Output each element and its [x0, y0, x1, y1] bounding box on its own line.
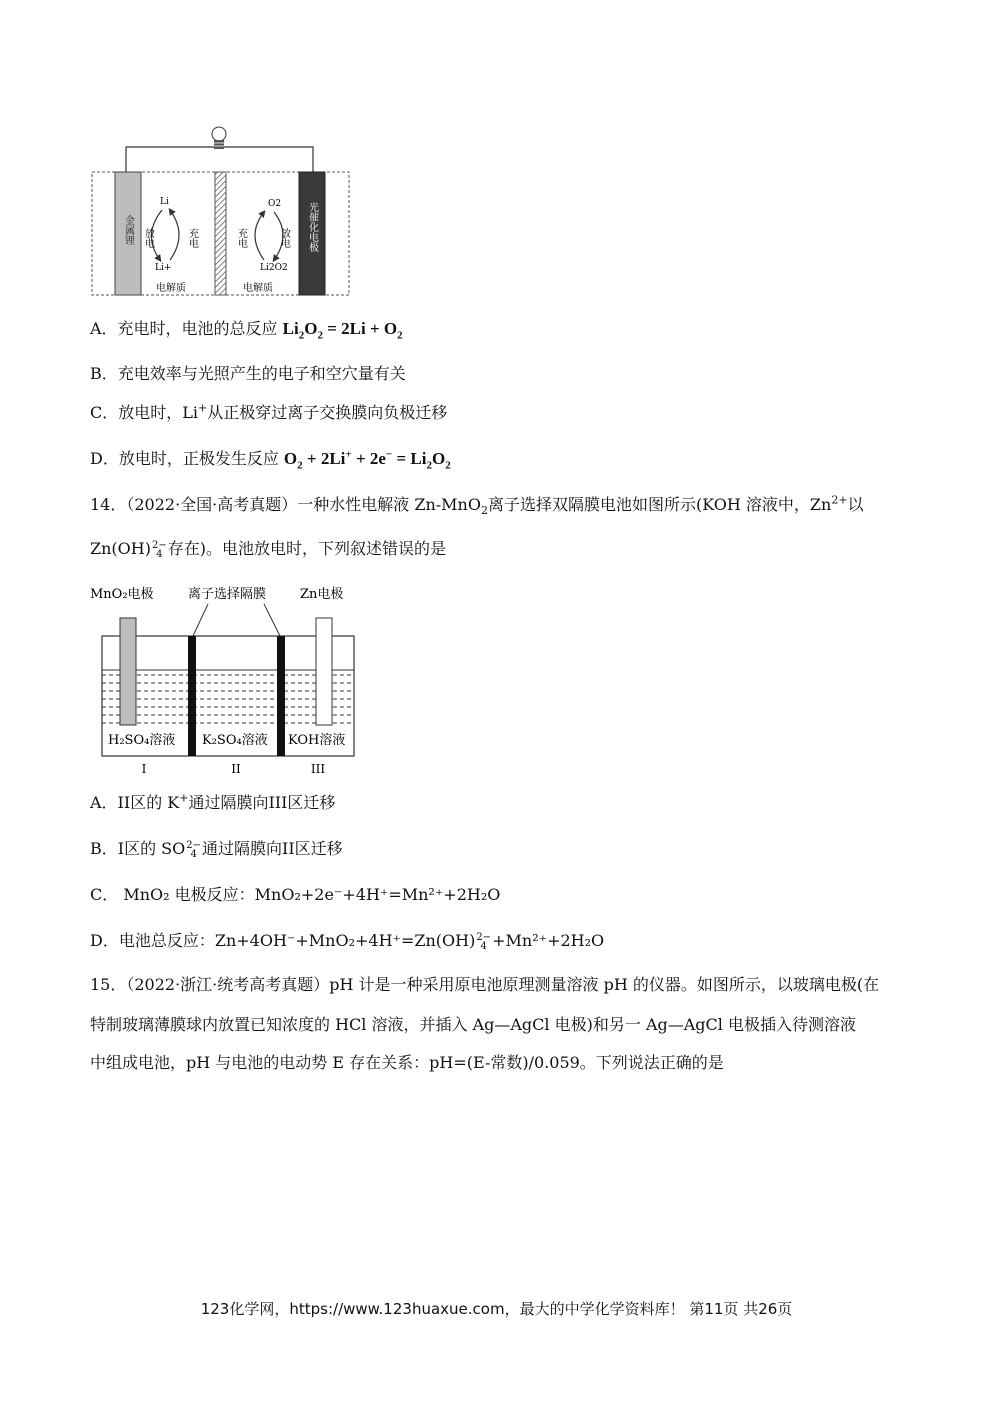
zn-electrode-label: Zn电极 — [300, 587, 344, 602]
koh-solution-label: KOH溶液 — [288, 733, 346, 748]
li-ion-label: Li+ — [155, 263, 172, 273]
q14-option-a: A．II区的 K+通过隔膜向III区迁移 — [90, 791, 336, 812]
li2o2-label: Li2O2 — [260, 263, 288, 273]
k2so4-solution-label: K₂SO₄溶液 — [202, 733, 268, 748]
li-label: Li — [160, 197, 169, 207]
mno2-electrode-label: MnO₂电极 — [90, 587, 154, 602]
right-electrode-label: 光催化电极 — [306, 202, 318, 252]
right-charge-label: 充电 — [235, 228, 247, 248]
q14-option-b: B．I区的 SO 2− 4 通过隔膜向II区迁移 — [90, 839, 343, 860]
h2so4-solution-label: H₂SO₄溶液 — [108, 733, 176, 748]
light-bulb-icon — [212, 127, 226, 149]
q15-stem-line3: 中组成电池，pH 与电池的电动势 E 存在关系：pH=(E-常数)/0.059。下列说法正确的是 — [90, 1053, 724, 1072]
q13-option-b: B．充电效率与光照产生的电子和空穴量有关 — [90, 364, 406, 383]
q13-option-d: D．放电时，正极发生反应 $O_2 + 2Li^+ + 2e^- = Li_2O_2$ — [90, 448, 451, 472]
electrolyte-right-label: 电解质 — [243, 283, 273, 294]
lithium-oxygen-battery-diagram — [88, 120, 354, 300]
q13-option-c: C．放电时，Li+从正极穿过离子交换膜向负极迁移 — [90, 401, 448, 422]
q14-option-d: D．电池总反应：Zn+4OH⁻+MnO₂+4H⁺=Zn(OH) 2− 4 +Mn²⁺+2H₂O — [90, 931, 605, 952]
q13-option-a: A．充电时，电池的总反应 $Li_2O_2 = 2Li + O_2$ — [90, 319, 403, 342]
dual-membrane-cell-diagram — [88, 580, 360, 780]
membrane-label: 离子选择隔膜 — [188, 587, 267, 602]
page-footer: 123化学网，https://www.123huaxue.com，最大的中学化学资料库！ 第11页 共26页 — [200, 1300, 793, 1318]
o2-label: O2 — [268, 199, 282, 209]
left-charge-label: 充电 — [186, 228, 198, 248]
zone-ii-label: II — [231, 762, 241, 776]
q15-stem-line1: 15．（2022·浙江·统考高考真题）pH 计是一种采用原电池原理测量溶液 pH 的仪器。如图所示，以玻璃电极(在 — [90, 975, 880, 994]
left-discharge-label: 放电 — [142, 228, 154, 248]
zone-iii-label: III — [310, 762, 326, 776]
right-discharge-label: 放电 — [278, 228, 290, 248]
q14-option-c: C． MnO₂ 电极反应：MnO₂+2e⁻+4H⁺=Mn²⁺+2H₂O — [90, 885, 501, 904]
electrolyte-left-label: 电解质 — [156, 283, 186, 294]
q14-stem-line2: Zn(OH) 2− 4 存在)。电池放电时，下列叙述错误的是 — [90, 539, 446, 560]
q13-option-a-equation: $Li_2O_2 = 2Li + O_2$ — [282, 319, 403, 342]
zone-i-label: I — [141, 762, 147, 776]
q14-stem-line1: 14．（2022·全国·高考真题）一种水性电解液 Zn-MnO$_2$离子选择双隔膜电池如图所示(KOH 溶液中，$Zn^{2+}$以 — [90, 493, 864, 518]
q15-stem-line2: 特制玻璃薄膜球内放置已知浓度的 HCl 溶液，并插入 Ag—AgCl 电极)和另一 Ag—AgCl 电极插入待测溶液 — [90, 1015, 856, 1034]
q13-option-d-equation: $O_2 + 2Li^+ + 2e^- = Li_2O_2$ — [283, 448, 451, 472]
left-electrode-label: 金属锂 — [122, 215, 134, 245]
